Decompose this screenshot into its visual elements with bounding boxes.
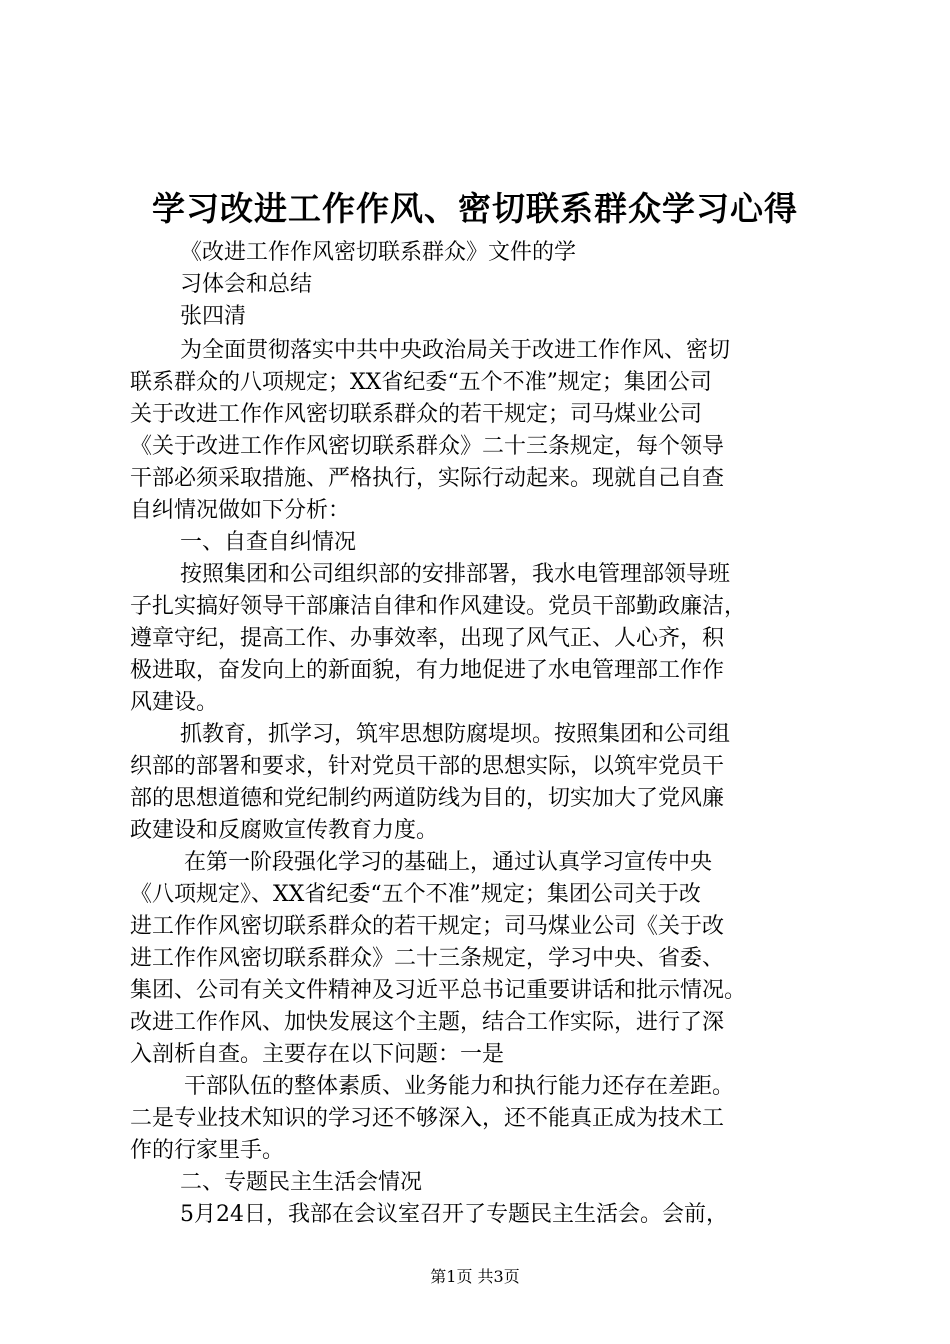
subtitle-line-1: 《改进工作作风密切联系群众》文件的学: [180, 240, 577, 265]
body-line: 在第一阶段强化学习的基础上，通过认真学习宣传中央: [184, 850, 713, 875]
body-line: 改进工作作风、加快发展这个主题，结合工作实际，进行了深: [130, 1010, 725, 1035]
body-line: 部的思想道德和党纪制约两道防线为目的，切实加大了党风廉: [130, 786, 725, 811]
body-line: 抓教育，抓学习，筑牢思想防腐堤坝。按照集团和公司组: [180, 722, 731, 747]
body-line: 干部队伍的整体素质、业务能力和执行能力还存在差距。: [184, 1074, 735, 1099]
body-line: 联系群众的八项规定；XX省纪委“五个不准”规定；集团公司: [130, 370, 712, 395]
body-line: 《关于改进工作作风密切联系群众》二十三条规定，每个领导: [130, 434, 725, 459]
body-line: 二是专业技术知识的学习还不够深入，还不能真正成为技术工: [130, 1106, 725, 1131]
body-line: 进工作作风密切联系群众的若干规定；司马煤业公司《关于改: [130, 914, 725, 939]
body-line: 入剖析自查。主要存在以下问题：一是: [130, 1042, 505, 1067]
body-line: 极进取，奋发向上的新面貌，有力地促进了水电管理部工作作: [130, 658, 725, 683]
body-line: 作的行家里手。: [130, 1138, 285, 1163]
body-line: 按照集团和公司组织部的安排部署，我水电管理部领导班: [180, 562, 731, 587]
subtitle-line-2: 习体会和总结: [180, 272, 313, 297]
body-line: 遵章守纪，提高工作、办事效率，出现了风气正、人心齐，积: [130, 626, 725, 651]
section-heading-2: 二、专题民主生活会情况: [180, 1170, 423, 1195]
body-line: 《八项规定》、XX省纪委“五个不准”规定；集团公司关于改: [130, 882, 701, 907]
section-heading-1: 一、自查自纠情况: [180, 530, 357, 555]
page-footer: 第1页 共3页: [430, 1267, 520, 1286]
body-line: 政建设和反腐败宣传教育力度。: [130, 818, 439, 843]
body-line: 织部的部署和要求，针对党员干部的思想实际，以筑牢党员干: [130, 754, 725, 779]
body-line: 进工作作风密切联系群众》二十三条规定，学习中央、省委、: [130, 946, 725, 971]
body-line: 子扎实搞好领导干部廉洁自律和作风建设。党员干部勤政廉洁，: [130, 594, 747, 619]
body-line: 5月24日，我部在会议室召开了专题民主生活会。会前，: [180, 1202, 728, 1227]
author-name: 张四清: [180, 304, 247, 329]
body-line: 自纠情况做如下分析：: [130, 498, 351, 523]
body-line: 关于改进工作作风密切联系群众的若干规定；司马煤业公司: [130, 402, 703, 427]
body-line: 为全面贯彻落实中共中央政治局关于改进工作作风、密切: [180, 338, 731, 363]
document-title: 学习改进工作作风、密切联系群众学习心得: [152, 189, 798, 228]
body-line: 风建设。: [130, 690, 219, 715]
body-line: 干部必须采取措施、严格执行，实际行动起来。现就自己自查: [130, 466, 725, 491]
body-line: 集团、公司有关文件精神及习近平总书记重要讲话和批示情况。: [130, 978, 747, 1003]
